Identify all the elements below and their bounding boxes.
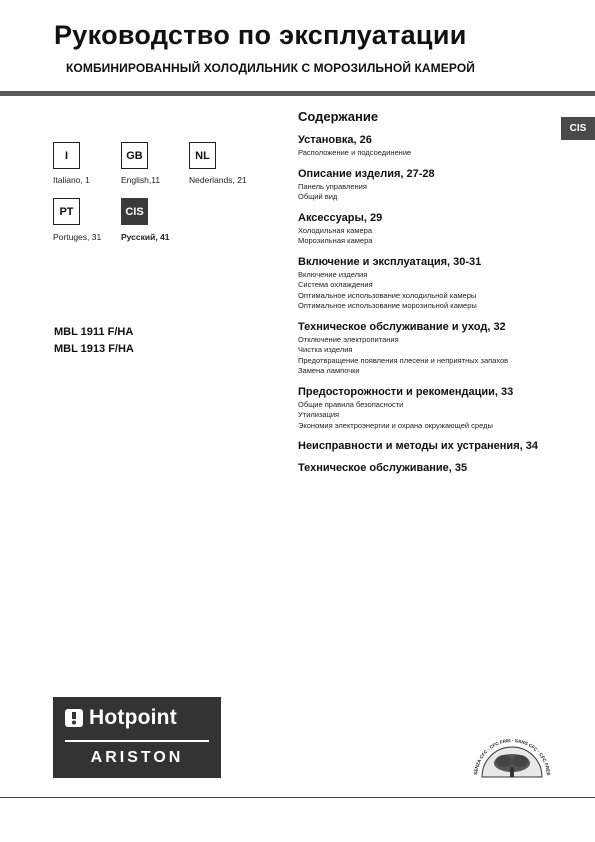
toc-section[interactable] — [298, 321, 558, 377]
footer-divider — [0, 797, 595, 798]
hotpoint-ariston-logo — [53, 697, 221, 778]
lang-code: GB — [126, 149, 143, 162]
toc-section[interactable] — [298, 168, 558, 203]
toc-subitem: Включение изделия — [298, 269, 368, 279]
toc-subitem: Система охлаждения — [298, 280, 373, 289]
toc-subitem: Общий вид — [298, 192, 338, 201]
table-of-contents — [298, 109, 558, 484]
toc-subitem: Морозильная камера — [298, 236, 373, 245]
toc-section-title[interactable]: Неисправности и методы их устранения, 34 — [298, 440, 538, 452]
cfc-free-seal-icon — [468, 725, 556, 780]
lang-code: CIS — [125, 205, 144, 218]
lang-code: NL — [195, 149, 210, 162]
toc-sections — [298, 134, 558, 475]
page-subtitle: КОМБИНИРОВАННЫЙ ХОЛОДИЛЬНИК С МОРОЗИЛЬНОЙ КАМЕРОЙ — [66, 61, 475, 75]
toc-section-title[interactable]: Аксессуары, 29 — [298, 211, 383, 224]
toc-subitem: Замена лампочки — [298, 366, 360, 375]
toc-section[interactable] — [298, 440, 558, 453]
toc-section-title[interactable]: Описание изделия, 27-28 — [298, 167, 435, 180]
hotpoint-mark-icon — [65, 709, 83, 727]
toc-heading: Содержание — [298, 109, 379, 124]
lang-box-gb[interactable] — [121, 142, 148, 169]
model-number: MBL 1911 F/HA — [54, 326, 134, 338]
toc-section[interactable] — [298, 134, 558, 159]
lang-label-cis[interactable]: Русский, 41 — [121, 232, 170, 242]
toc-section[interactable] — [298, 212, 558, 247]
logo-text-ariston: ARISTON — [90, 749, 184, 766]
toc-section[interactable] — [298, 462, 558, 475]
toc-section[interactable] — [298, 256, 558, 312]
lang-box-pt[interactable] — [53, 198, 80, 225]
page-title: Руководство по эксплуатации — [54, 20, 467, 50]
toc-section-title[interactable]: Техническое обслуживание и уход, 32 — [298, 320, 506, 333]
lang-code: I — [64, 149, 69, 162]
model-number: MBL 1913 F/HA — [54, 343, 134, 355]
lang-label-it[interactable]: Italiano, 1 — [53, 175, 90, 185]
toc-subitem: Оптимальное использование холодильной камеры — [298, 290, 477, 300]
toc-subitem: Холодильная камера — [298, 225, 372, 235]
toc-section-title[interactable]: Техническое обслуживание, 35 — [298, 462, 468, 474]
logo-text-hotpoint: Hotpoint — [89, 706, 177, 729]
toc-subitem: Чистка изделия — [298, 345, 353, 354]
toc-subitem: Расположение и подсоединение — [298, 148, 412, 157]
toc-section[interactable] — [298, 386, 558, 432]
lang-label-pt[interactable]: Portuges, 31 — [53, 232, 102, 242]
logo-divider — [65, 740, 209, 742]
toc-section-title[interactable]: Предосторожности и рекомендации, 33 — [298, 385, 514, 398]
toc-subitem: Панель управления — [298, 181, 367, 191]
toc-subitem: Общие правила безопасности — [298, 399, 404, 409]
header-divider — [0, 91, 595, 96]
lang-box-it[interactable] — [53, 142, 80, 169]
toc-subitem: Предотвращение появления плесени и неприятных запахов — [298, 355, 509, 365]
side-tab-cis[interactable]: CIS — [561, 117, 595, 140]
lang-label-gb[interactable]: English,11 — [121, 175, 161, 185]
toc-subitem: Оптимальное использование морозильной камеры — [298, 301, 477, 310]
lang-box-nl[interactable] — [189, 142, 216, 169]
toc-subitem: Отключение электропитания — [298, 334, 399, 344]
toc-subitem: Экономия электроэнергии и охрана окружающей среды — [298, 420, 493, 430]
toc-subitem: Утилизация — [298, 410, 340, 419]
lang-box-cis[interactable] — [121, 198, 148, 225]
toc-section-title[interactable]: Установка, 26 — [298, 134, 372, 146]
lang-label-nl[interactable]: Nederlands, 21 — [189, 175, 247, 185]
seal-text: SENZA CFC · CFC FREI · SANS CFC · CFC FREE — [473, 738, 551, 776]
lang-code: PT — [59, 205, 74, 218]
toc-section-title[interactable]: Включение и эксплуатация, 30-31 — [298, 255, 482, 268]
